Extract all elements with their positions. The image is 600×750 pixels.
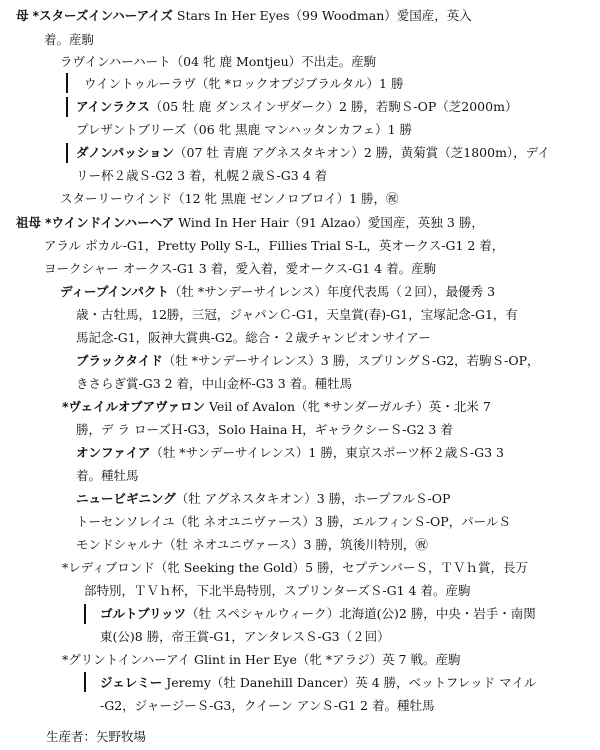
dam-name: *スターズインハーアイズ <box>32 8 173 23</box>
foal-starrywind: スターリーウインド（12 牝 黒鹿 ゼンノロブロイ）1 勝，㊗ <box>60 191 399 206</box>
blacktide-cont: きさらぎ賞-G3 2 着，中山金杯-G3 3 着。種牡馬 <box>76 376 353 391</box>
horse-name-veilofavalon: *ヴェイルオブアヴァロン <box>62 399 206 414</box>
einlux-details: （05 牡 鹿 ダンスインザダーク）2 勝，若駒Ｓ-OP（芝2000m） <box>149 99 518 114</box>
tree-bar <box>84 604 86 624</box>
horse-name-deepimpact: ディープインパクト <box>60 284 169 299</box>
veilofavalon-details: Veil of Avalon（牝 *サンダーガルチ）英・北米 7 <box>205 399 491 414</box>
foal-einlux <box>76 98 517 116</box>
horse-name-einlux: アインラクス <box>76 99 150 114</box>
horse-name-blacktide: ブラックタイド <box>76 353 163 368</box>
horse-name-onfire: オンファイア <box>76 445 151 460</box>
foal-pleasantbreeze: プレザントブリーズ（06 牝 黒鹿 マンハッタンカフェ）1 勝 <box>76 122 413 137</box>
tree-bar <box>84 672 86 692</box>
foal-blacktide <box>76 352 540 370</box>
granddam-line-1 <box>16 214 484 232</box>
granddam-line-3: ヨークシャー オークス-G1 3 着，愛入着，愛オークス-G1 4 着。産駒 <box>44 261 437 276</box>
foal-mondcharna: モンドシャルナ（牡 ネオユニヴァース）3 勝，筑後川特別，㊗ <box>76 537 428 552</box>
deepimpact-cont-2: 馬記念-G1，阪神大賞典-G2。総合・２歳チャンピオンサイアー <box>76 330 431 345</box>
dam-line-2: 着。産駒 <box>44 32 95 47</box>
tree-bar <box>66 143 68 163</box>
deepimpact-cont-1: 歳・古牡馬，12勝，三冠，ジャパンＣ-G1，天皇賞(春)-G1，宝塚記念-G1，有 <box>76 307 518 322</box>
goldblitz-cont: 東(公)8 勝，帝王賞-G1，アンタレスＳ-G3（２回） <box>100 629 390 644</box>
foal-glintinhereye: *グリントインハーアイ Glint in Her Eye（牝 *アラジ）英 7 戦。産駒 <box>62 652 461 667</box>
foal-newbeginning <box>76 490 450 508</box>
foal-goldblitz <box>100 605 536 623</box>
foal-danonpassion <box>76 144 550 162</box>
newbeginning-details: （牡 アグネスタキオン）3 勝，ホープフルＳ-OP <box>175 491 451 506</box>
blacktide-details: （牡 *サンデーサイレンス）3 勝，スプリングＳ-G2，若駒Ｓ-OP， <box>162 353 540 368</box>
foal-ladyblond: *レディブロンド（牝 Seeking the Gold）5 勝，セプテンバーＳ，ＴＶｈ賞，長万 <box>62 560 529 575</box>
goldblitz-details: （牡 スペシャルウィーク）北海道(公)2 勝，中央・岩手・南関 <box>186 606 536 621</box>
horse-name-jeremy: ジェレミー <box>100 675 163 690</box>
foal-veilofavalon <box>62 398 491 416</box>
dam-label: 母 <box>16 8 29 23</box>
foal-tosensoleil: トーセンソレイユ（牝 ネオユニヴァース）3 勝，エルフィンＳ-OP，パールＳ <box>76 514 511 529</box>
dam-line-1 <box>16 7 472 25</box>
tree-bar <box>66 97 68 117</box>
onfire-details: （牡 *サンデーサイレンス）1 勝，東京スポーツ杯２歳Ｓ-G3 3 <box>150 445 504 460</box>
dam-details: Stars In Her Eyes（99 Woodman）愛国産，英入 <box>172 8 472 23</box>
foal-lovinherheart: ラヴインハーハート（04 牝 鹿 Montjeu）不出走。産駒 <box>60 54 377 69</box>
jeremy-cont: -G2，ジャージーＳ-G3，クイーン アンＳ-G1 2 着。種牡馬 <box>100 698 435 713</box>
granddam-name: *ウインドインハーヘア <box>45 215 175 230</box>
deepimpact-details: （牡 *サンデーサイレンス）年度代表馬（２回），最優秀 3 <box>168 284 496 299</box>
onfire-cont: 着。種牡馬 <box>76 468 139 483</box>
horse-name-goldblitz: ゴルトブリッツ <box>100 606 187 621</box>
breeder-line: 生産者：矢野牧場 <box>46 729 147 744</box>
ladyblond-cont: 部特別，ＴＶｈ杯，下北半島特別，スプリンターズＳ-G1 4 着。産駒 <box>84 583 471 598</box>
foal-deepimpact <box>60 283 495 301</box>
horse-name-danonpassion: ダノンパッション <box>76 145 175 160</box>
granddam-line-2: アラル ポカル-G1，Pretty Polly S-L，Fillies Trial S-L，英オークス-G1 2 着， <box>44 238 505 253</box>
foal-wintrulove: ウイントゥルーラヴ（牝 *ロックオブジブラルタル）1 勝 <box>84 76 404 91</box>
granddam-details: Wind In Her Hair（91 Alzao）愛国産，英独 3 勝， <box>174 215 484 230</box>
granddam-label: 祖母 <box>16 215 42 230</box>
jeremy-details: Jeremy（牡 Danehill Dancer）英 4 勝，ベットフレッド マイル <box>162 675 537 690</box>
danonpassion-cont: リー杯２歳Ｓ-G2 3 着，札幌２歳Ｓ-G3 4 着 <box>76 168 328 183</box>
foal-onfire <box>76 444 504 462</box>
veilofavalon-cont: 勝，デ ラ ローズＨ-G3，Solo Haina H，ギャラクシーＳ-G2 3 着 <box>76 422 453 437</box>
tree-bar <box>66 73 68 93</box>
foal-jeremy <box>100 674 536 692</box>
horse-name-newbeginning: ニュービギニング <box>76 491 176 506</box>
danonpassion-details: （07 牡 青鹿 アグネスタキオン）2 勝，黄菊賞（芝1800m），デイ <box>174 145 550 160</box>
